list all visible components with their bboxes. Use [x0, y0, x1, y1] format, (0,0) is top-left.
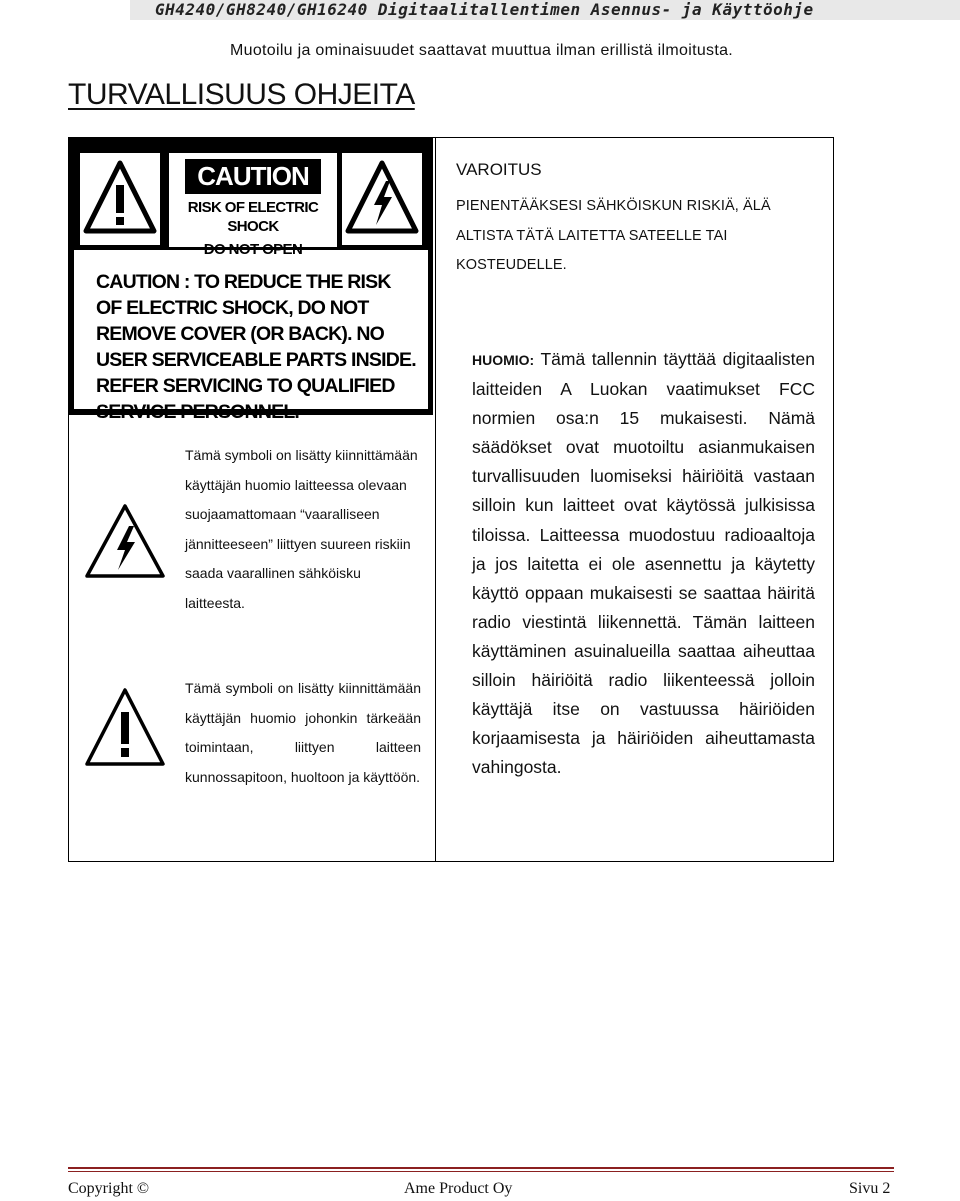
- risk-line: RISK OF ELECTRIC SHOCK: [187, 199, 319, 235]
- footer-page-number: Sivu 2: [849, 1180, 891, 1197]
- footer-company: Ame Product Oy: [404, 1180, 513, 1197]
- lightning-triangle-icon: [342, 153, 422, 245]
- caution-word: CAUTION: [185, 159, 320, 194]
- fcc-notice: [472, 345, 815, 782]
- caution-instructions: CAUTION : TO REDUCE THE RISK OF ELECTRIC SHOCK, DO NOT REMOVE COVER (OR BACK). NO USER SERVICEABLE PARTS INSIDE. REFER SERVICING TO QUALIFIED SERVICE PERSONNEL.: [96, 271, 416, 423]
- notice-text: Tämä tallennin täyttää digitaalisten laitteiden A Luokan vaatimukset FCC normien osa:n 15 mukaisesti. Nämä säädökset ovat muotoiltu asianmukaisen turvallisuuden luomiseksi häiriöitä vastaan silloin kun laitteet ovat käytössä julkisissa tiloissa. Laitteessa muodostuu radioaaltoja ja jos laitetta ei ole asennettu ja käytetty käyttö oppaan mukaisesti se saattaa häiritä radio viestintä liikennettä. Tämän laitteen käyttäminen asuinalueilla saattaa aiheuttaa silloin häiriöitä radio liikenteessä jolloin käyttäjä itse on vastuussa häiriöiden korjaamisesta ja häiriöiden aiheuttamasta vahingosta.: [472, 349, 816, 778]
- warning-title: VAROITUS: [456, 160, 542, 179]
- notice-label: HUOMIO:: [472, 352, 535, 368]
- lightning-symbol-text: Tämä symboli on lisätty kiinnittämään käyttäjän huomio laitteessa olevaan suojaamattomaan “vaaralliseen jännitteeseen” liittyen suureen riskiin saada vaarallinen sähköisku laitteesta.: [185, 447, 418, 611]
- safety-table: [68, 137, 834, 862]
- page-heading: TURVALLISUUS OHJEITA: [68, 78, 415, 111]
- document-title: GH4240/GH8240/GH16240 Digitaalitallentimen Asennus- ja Käyttöohje: [155, 0, 814, 19]
- footer-copyright: Copyright ©: [68, 1180, 150, 1197]
- lightning-warning-icon: [83, 502, 167, 585]
- exclamation-warning-icon: [83, 686, 167, 773]
- footer-rule: [68, 1167, 894, 1169]
- footer-rule-thin: [68, 1171, 894, 1172]
- exclamation-symbol-text: Tämä symboli on lisätty kiinnittämään käyttäjän huomio johonkin tärkeään toimintaan, liittyen laitteen kunnossapitoon, huoltoon ja käyttöön.: [185, 680, 421, 785]
- caution-label: [69, 138, 433, 423]
- change-notice: Muotoilu ja ominaisuudet saattavat muuttua ilman erillistä ilmoitusta.: [230, 42, 734, 59]
- column-divider: [435, 138, 436, 862]
- warning-section: [456, 160, 816, 281]
- exclamation-triangle-icon: [80, 153, 160, 245]
- warning-body: PIENENTÄÄKSESI SÄHKÖISKUN RISKIÄ, ÄLÄ ALTISTA TÄTÄ LAITETTA SATEELLE TAI KOSTEUDELLE.: [456, 198, 771, 273]
- do-not-open-line: DO NOT OPEN: [203, 241, 303, 258]
